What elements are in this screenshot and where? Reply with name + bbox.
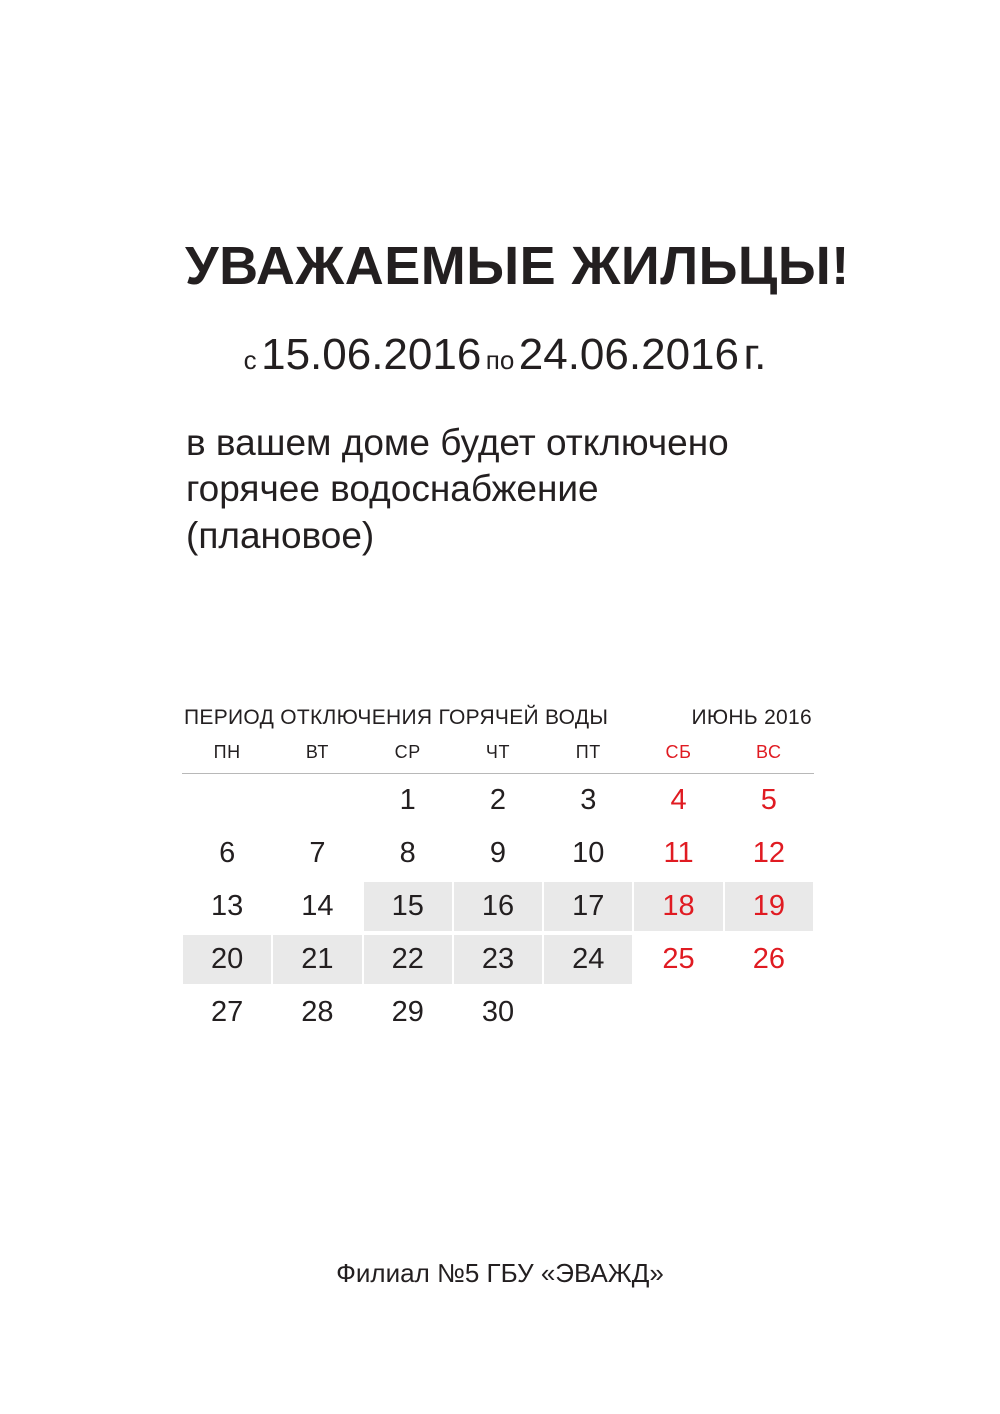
calendar-day-cell <box>182 827 272 880</box>
date-to: 24.06.2016 <box>518 330 739 379</box>
footer-organization: Филиал №5 ГБУ «ЭВАЖД» <box>336 1258 664 1288</box>
calendar-empty-cell <box>633 986 723 1039</box>
calendar-day-cell <box>453 880 543 933</box>
calendar-body <box>182 774 814 1040</box>
calendar-day-label: 23 <box>454 935 542 984</box>
weekday-header-sun: ВС <box>724 742 814 774</box>
calendar-day-label: 13 <box>211 890 244 922</box>
notice-body-line-1: в вашем доме будет отключено <box>186 422 729 463</box>
calendar-empty-cell <box>182 774 272 828</box>
calendar-day-label: 8 <box>399 837 416 869</box>
calendar-day-label: 6 <box>219 837 236 869</box>
calendar-week-row <box>182 986 814 1039</box>
calendar-day-cell <box>724 880 814 933</box>
calendar-day-label: 3 <box>580 784 597 816</box>
date-from: 15.06.2016 <box>261 330 482 379</box>
calendar-day-cell <box>543 880 633 933</box>
calendar-day-label: 15 <box>364 882 452 931</box>
calendar-day-label: 17 <box>544 882 632 931</box>
calendar-day-label: 22 <box>364 935 452 984</box>
calendar-empty-cell <box>543 986 633 1039</box>
calendar-day-label: 20 <box>183 935 271 984</box>
calendar-day-label: 28 <box>301 996 334 1028</box>
calendar-month-label: ИЮНЬ 2016 <box>691 706 812 729</box>
weekday-header-tue: ВТ <box>272 742 362 774</box>
calendar-day-label: 2 <box>489 784 507 816</box>
calendar-day-cell <box>543 933 633 986</box>
calendar-empty-cell <box>272 774 362 828</box>
calendar-day-label <box>634 988 722 1037</box>
calendar-day-label: 26 <box>752 943 785 975</box>
calendar-day-cell <box>363 827 453 880</box>
notice-body <box>186 420 846 559</box>
date-middle: по <box>485 345 515 375</box>
calendar-day-label: 18 <box>634 882 722 931</box>
calendar-day-label: 27 <box>211 996 244 1028</box>
calendar-table <box>182 742 814 1039</box>
calendar-day-cell <box>182 933 272 986</box>
calendar-day-cell <box>363 774 453 828</box>
calendar-day-label: 24 <box>544 935 632 984</box>
calendar-day-cell <box>633 880 723 933</box>
calendar-day-label: 29 <box>391 996 424 1028</box>
calendar-day-cell <box>633 933 723 986</box>
calendar-day-label: 12 <box>752 837 785 869</box>
calendar-day-label <box>183 776 271 825</box>
calendar-weekday-row <box>182 742 814 774</box>
weekday-header-fri: ПТ <box>543 742 633 774</box>
weekday-header-thu: ЧТ <box>453 742 543 774</box>
calendar-day-label: 7 <box>309 837 326 869</box>
calendar-empty-cell <box>724 986 814 1039</box>
calendar-day-cell <box>453 986 543 1039</box>
calendar-day-cell <box>543 827 633 880</box>
calendar-day-label: 16 <box>454 882 542 931</box>
calendar-day-cell <box>724 827 814 880</box>
calendar-week-row <box>182 880 814 933</box>
calendar-day-cell <box>182 986 272 1039</box>
calendar-day-label: 30 <box>481 996 515 1028</box>
calendar-day-cell <box>363 986 453 1039</box>
calendar-day-label: 25 <box>662 943 695 975</box>
calendar-day-cell <box>453 827 543 880</box>
weekday-header-wed: СР <box>363 742 453 774</box>
calendar-day-cell <box>272 986 362 1039</box>
calendar-day-cell <box>543 774 633 828</box>
calendar-day-label: 10 <box>572 837 605 869</box>
calendar-day-cell <box>724 933 814 986</box>
calendar-day-cell <box>633 774 723 828</box>
calendar-day-label: 5 <box>760 784 777 816</box>
weekday-header-mon: ПН <box>182 742 272 774</box>
calendar-day-label <box>544 988 632 1037</box>
calendar-day-label <box>273 776 361 825</box>
date-prefix: с <box>243 345 257 375</box>
calendar-day-cell <box>182 880 272 933</box>
outage-dateline <box>185 330 825 380</box>
calendar-day-label <box>725 988 813 1037</box>
calendar-day-cell <box>363 880 453 933</box>
calendar-day-label: 4 <box>670 784 687 816</box>
calendar-day-cell <box>724 774 814 828</box>
notice-body-line-3: (плановое) <box>186 514 375 556</box>
outage-calendar <box>182 706 814 1039</box>
date-suffix: г. <box>743 330 767 379</box>
calendar-day-label: 1 <box>399 784 416 816</box>
calendar-day-label: 14 <box>301 890 334 922</box>
calendar-week-row <box>182 827 814 880</box>
calendar-day-cell <box>272 933 362 986</box>
calendar-day-cell <box>272 827 362 880</box>
calendar-day-cell <box>272 880 362 933</box>
calendar-week-row <box>182 933 814 986</box>
calendar-day-cell <box>453 774 543 828</box>
calendar-day-cell <box>453 933 543 986</box>
notice-body-line-2: горячее водоснабжение <box>186 468 599 510</box>
calendar-day-label: 21 <box>273 935 361 984</box>
calendar-week-row <box>182 774 814 828</box>
calendar-day-label: 9 <box>489 837 507 869</box>
calendar-legend: ПЕРИОД ОТКЛЮЧЕНИЯ ГОРЯЧЕЙ ВОДЫ <box>184 706 609 729</box>
calendar-day-label: 19 <box>725 882 813 931</box>
weekday-header-sat: СБ <box>633 742 723 774</box>
calendar-day-label: 11 <box>663 837 694 869</box>
calendar-day-cell <box>633 827 723 880</box>
page-title: УВАЖАЕМЫЕ ЖИЛЬЦЫ! <box>185 236 850 296</box>
calendar-day-cell <box>363 933 453 986</box>
calendar-header <box>182 706 814 742</box>
